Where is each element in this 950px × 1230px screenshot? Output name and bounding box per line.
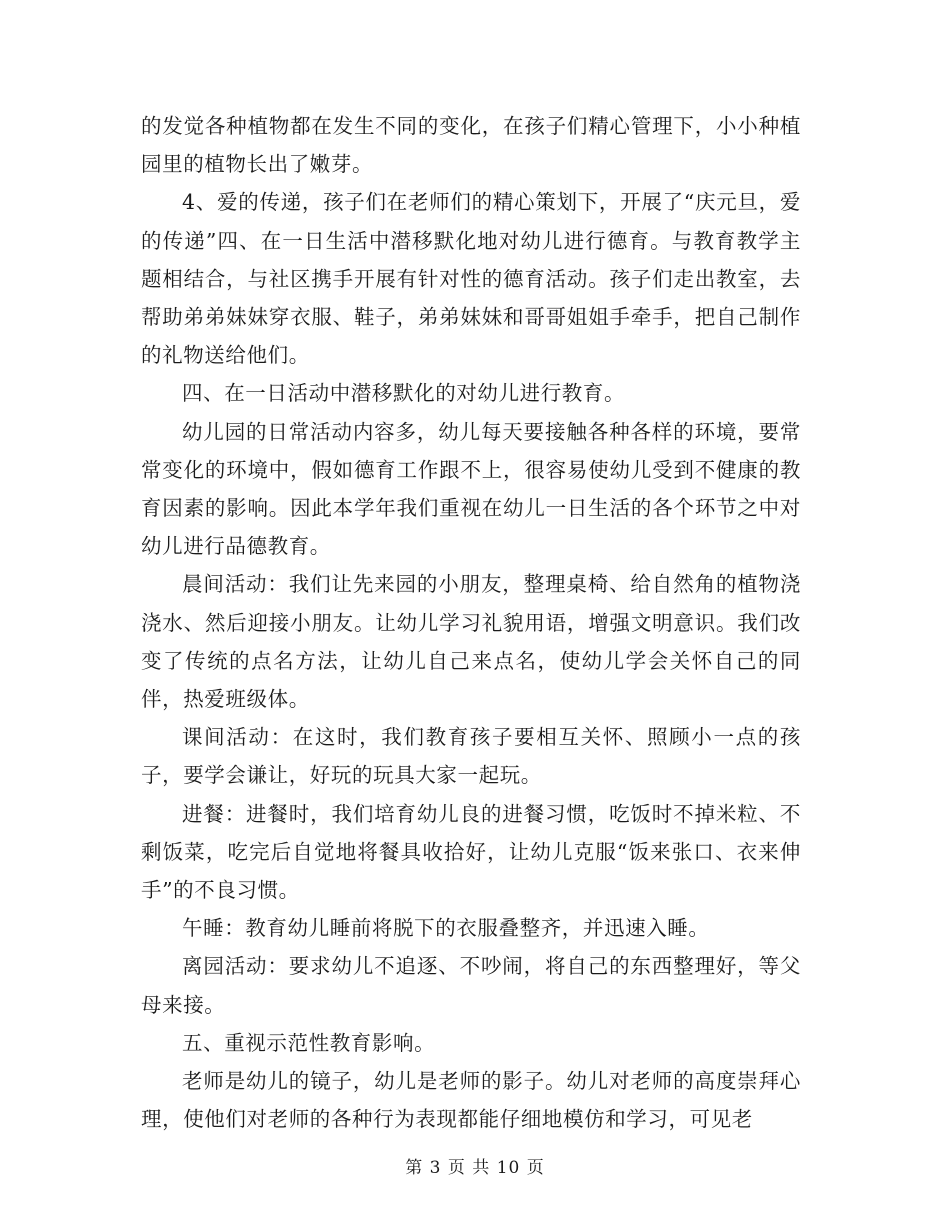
section-heading: 四、在一日活动中潜移默化的对幼儿进行教育。 [182, 381, 626, 406]
paragraph: 进餐：进餐时，我们培育幼儿良的进餐习惯，吃饭时不掉米粒、不剩饭菜，吃完后自觉地将餐具收拾好，让幼儿克服“饭来张口、衣来伸手”的不良习惯。 [141, 801, 801, 903]
paragraph: 晨间活动：我们让先来园的小朋友，整理桌椅、给自然角的植物浇浇水、然后迎接小朋友。让幼儿学习礼貌用语，增强文明意识。我们改变了传统的点名方法，让幼儿自己来点名，使幼儿学会关怀自己的同伴，热爱班级体。 [141, 572, 801, 712]
paragraph: 4、爱的传递，孩子们在老师们的精心策划下，开展了“庆元旦，爱的传递”四、在一日生活中潜移默化地对幼儿进行德育。与教育教学主题相结合，与社区携手开展有针对性的德育活动。孩子们走出教室，去帮助弟弟妹妹穿衣服、鞋子，弟弟妹妹和哥哥姐姐手牵手，把自己制作的礼物送给他们。 [141, 190, 801, 368]
page-number-footer: 第 3 页 共 10 页 [405, 1158, 545, 1178]
paragraph: 课间活动：在这时，我们教育孩子要相互关怀、照顾小一点的孩子，要学会谦让，好玩的玩具大家一起玩。 [141, 725, 801, 788]
paragraph: 午睡：教育幼儿睡前将脱下的衣服叠整齐，并迅速入睡。 [182, 916, 710, 941]
paragraph: 离园活动：要求幼儿不追逐、不吵闹，将自己的东西整理好，等父母来接。 [141, 954, 801, 1017]
section-heading: 五、重视示范性教育影响。 [182, 1030, 436, 1055]
document-body [141, 107, 801, 1138]
paragraph: 幼儿园的日常活动内容多，幼儿每天要接触各种各样的环境，要常常变化的环境中，假如德育工作跟不上，很容易使幼儿受到不健康的教育因素的影响。因此本学年我们重视在幼儿一日生活的各个环节之中对幼儿进行品德教育。 [141, 419, 801, 559]
paragraph: 的发觉各种植物都在发生不同的变化，在孩子们精心管理下，小小种植园里的植物长出了嫩芽。 [141, 114, 801, 177]
paragraph: 老师是幼儿的镜子，幼儿是老师的影子。幼儿对老师的高度崇拜心理，使他们对老师的各种行为表现都能仔细地模仿和学习，可见老 [141, 1069, 801, 1132]
